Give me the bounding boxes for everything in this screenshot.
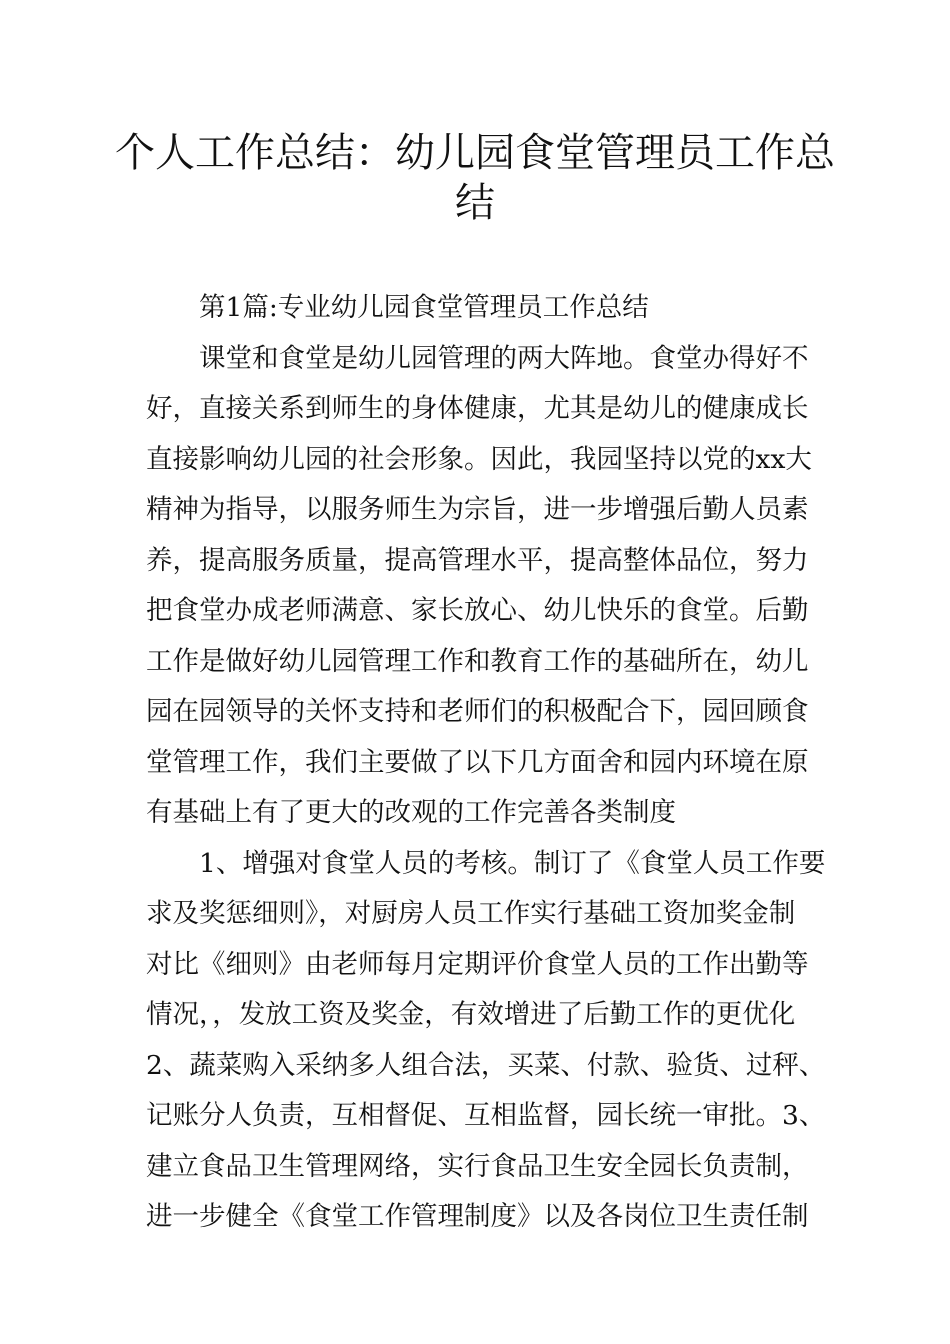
paragraph-line: 有基础上有了更大的改观的工作完善各类制度: [146, 797, 676, 828]
section-heading: [146, 283, 808, 334]
document-title: [100, 128, 850, 228]
paragraph-line: 求及奖惩细则》，对厨房人员工作实行基础工资加奖金制: [146, 898, 796, 929]
paragraph-line: 进一步健全《食堂工作管理制度》以及各岗位卫生责任制: [146, 1201, 809, 1232]
paragraph-line: 2、蔬菜购入采纳多人组合法，买菜、付款、验货、过秤、: [146, 1049, 826, 1081]
paragraph-line: 直接影响幼儿园的社会形象。因此，我园坚持以党的xx大: [146, 443, 812, 475]
paragraph-line: 养，提高服务质量，提高管理水平，提高整体品位，努力: [146, 544, 809, 576]
paragraph-line: 情况，，发放工资及奖金，有效增进了后勤工作的更优化: [146, 999, 796, 1030]
paragraph-line: 课堂和食堂是幼儿园管理的两大阵地。食堂办得好不: [199, 342, 809, 374]
document-body: [146, 283, 826, 1243]
paragraph-line: 把食堂办成老师满意、家长放心、幼儿快乐的食堂。后勤: [146, 595, 809, 626]
paragraph-line: 记账分人负责，互相督促、互相监督，园长统一审批。3、: [146, 1100, 826, 1131]
paragraph-line: 好，直接关系到师生的身体健康，尤其是幼儿的健康成长: [146, 393, 809, 424]
paragraph-1: [146, 334, 812, 839]
section-heading-text: 第1篇:专业幼儿园食堂管理员工作总结: [199, 292, 649, 323]
paragraph-line: 园在园领导的关怀支持和老师们的积极配合下，园回顾食: [146, 696, 809, 727]
paragraph-line: 工作是做好幼儿园管理工作和教育工作的基础所在，幼儿: [146, 645, 809, 677]
title-line: 结: [455, 180, 495, 226]
paragraph-line: 堂管理工作，我们主要做了以下几方面舍和园内环境在原: [146, 746, 809, 778]
paragraph-2: [146, 839, 826, 1243]
title-line: 个人工作总结：幼儿园食堂管理员工作总: [115, 130, 835, 176]
paragraph-line: 精神为指导，以服务师生为宗旨，进一步增强后勤人员素: [146, 494, 809, 525]
paragraph-line: 对比《细则》由老师每月定期评价食堂人员的工作出勤等: [146, 948, 809, 980]
paragraph-line: 1、增强对食堂人员的考核。制订了《食堂人员工作要: [199, 847, 826, 879]
paragraph-line: 建立食品卫生管理网络，实行食品卫生安全园长负责制，: [146, 1150, 809, 1182]
